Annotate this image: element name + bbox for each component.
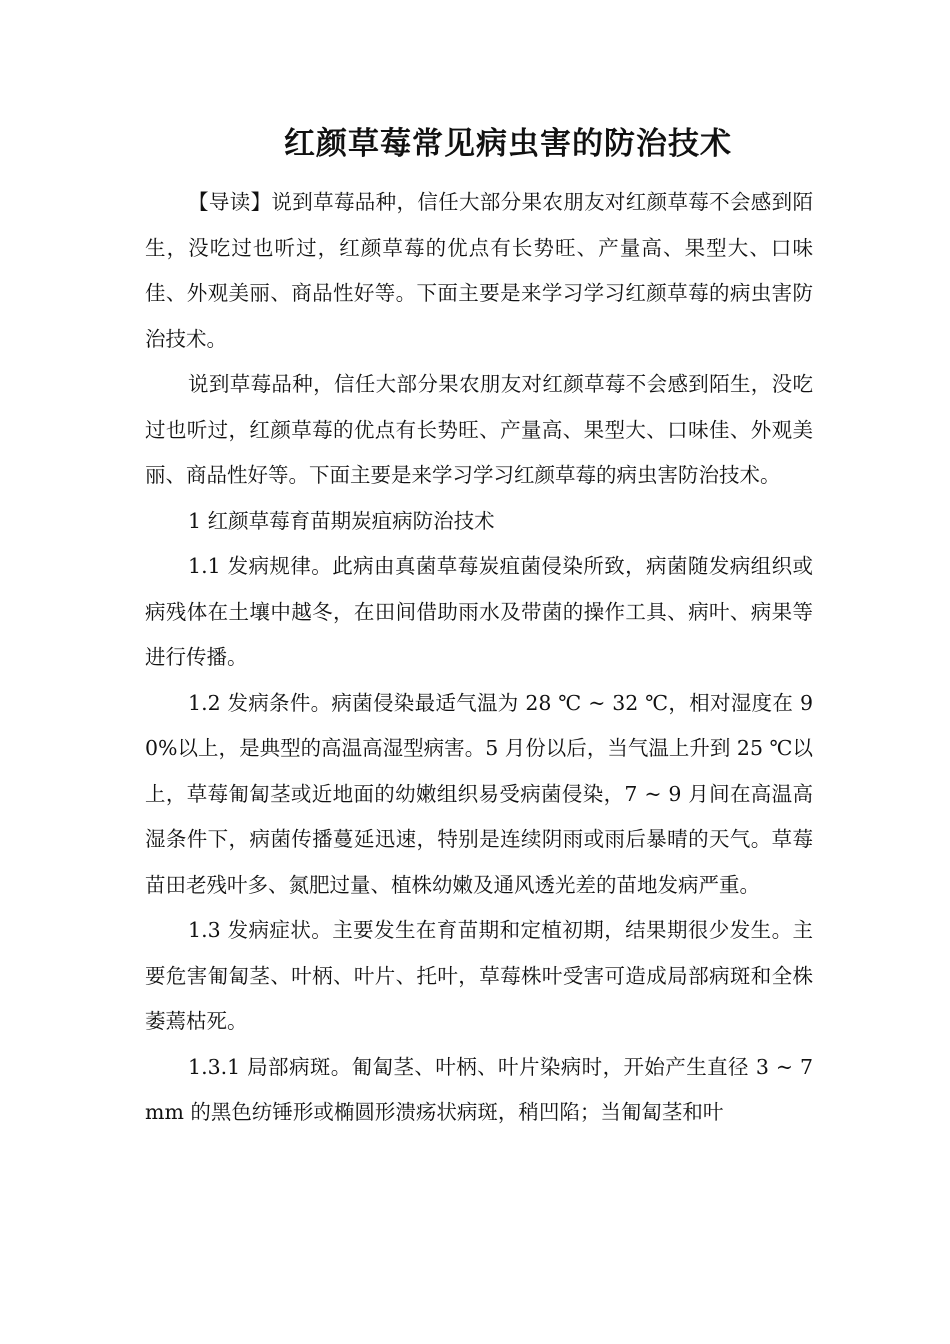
document-body bbox=[145, 180, 813, 1136]
paragraph: 1.2 发病条件。病菌侵染最适气温为 28 ℃ ~ 32 ℃，相对湿度在 90%以上，是典型的高温高湿型病害。5 月份以后，当气温上升到 25 ℃以上，草莓匍匐茎或近地面的幼嫩组织易受病菌侵染，7 ~ 9 月间在高温高湿条件下，病菌传播蔓延迅速，特别是连续阴雨或雨后暴晴的天气。草莓苗田老残叶多、氮肥过量、植株幼嫩及通风透光差的苗地发病严重。 bbox=[145, 690, 813, 897]
paragraph: 1.3 发病症状。主要发生在育苗期和定植初期，结果期很少发生。主要危害匍匐茎、叶柄、叶片、托叶，草莓株叶受害可造成局部病斑和全株萎蔫枯死。 bbox=[145, 918, 813, 1033]
document-title: 红颜草莓常见病虫害的防治技术 bbox=[284, 126, 732, 162]
section-heading: 1 红颜草莓育苗期炭疽病防治技术 bbox=[188, 508, 495, 533]
paragraph: 说到草莓品种，信任大部分果农朋友对红颜草莓不会感到陌生，没吃过也听过，红颜草莓的优点有长势旺、产量高、果型大、口味佳、外观美丽、商品性好等。下面主要是来学习学习红颜草莓的病虫害防治技术。 bbox=[145, 372, 813, 487]
paragraph-intro: 【导读】说到草莓品种，信任大部分果农朋友对红颜草莓不会感到陌生，没吃过也听过，红颜草莓的优点有长势旺、产量高、果型大、口味佳、外观美丽、商品性好等。下面主要是来学习学习红颜草莓的病虫害防治技术。 bbox=[145, 190, 813, 351]
paragraph: 1.3.1 局部病斑。匍匐茎、叶柄、叶片染病时，开始产生直径 3 ~ 7mm 的黑色纺锤形或椭圆形溃疡状病斑，稍凹陷；当匍匐茎和叶 bbox=[145, 1054, 813, 1124]
paragraph: 1.1 发病规律。此病由真菌草莓炭疽菌侵染所致，病菌随发病组织或病残体在土壤中越冬，在田间借助雨水及带菌的操作工具、病叶、病果等进行传播。 bbox=[145, 554, 813, 669]
